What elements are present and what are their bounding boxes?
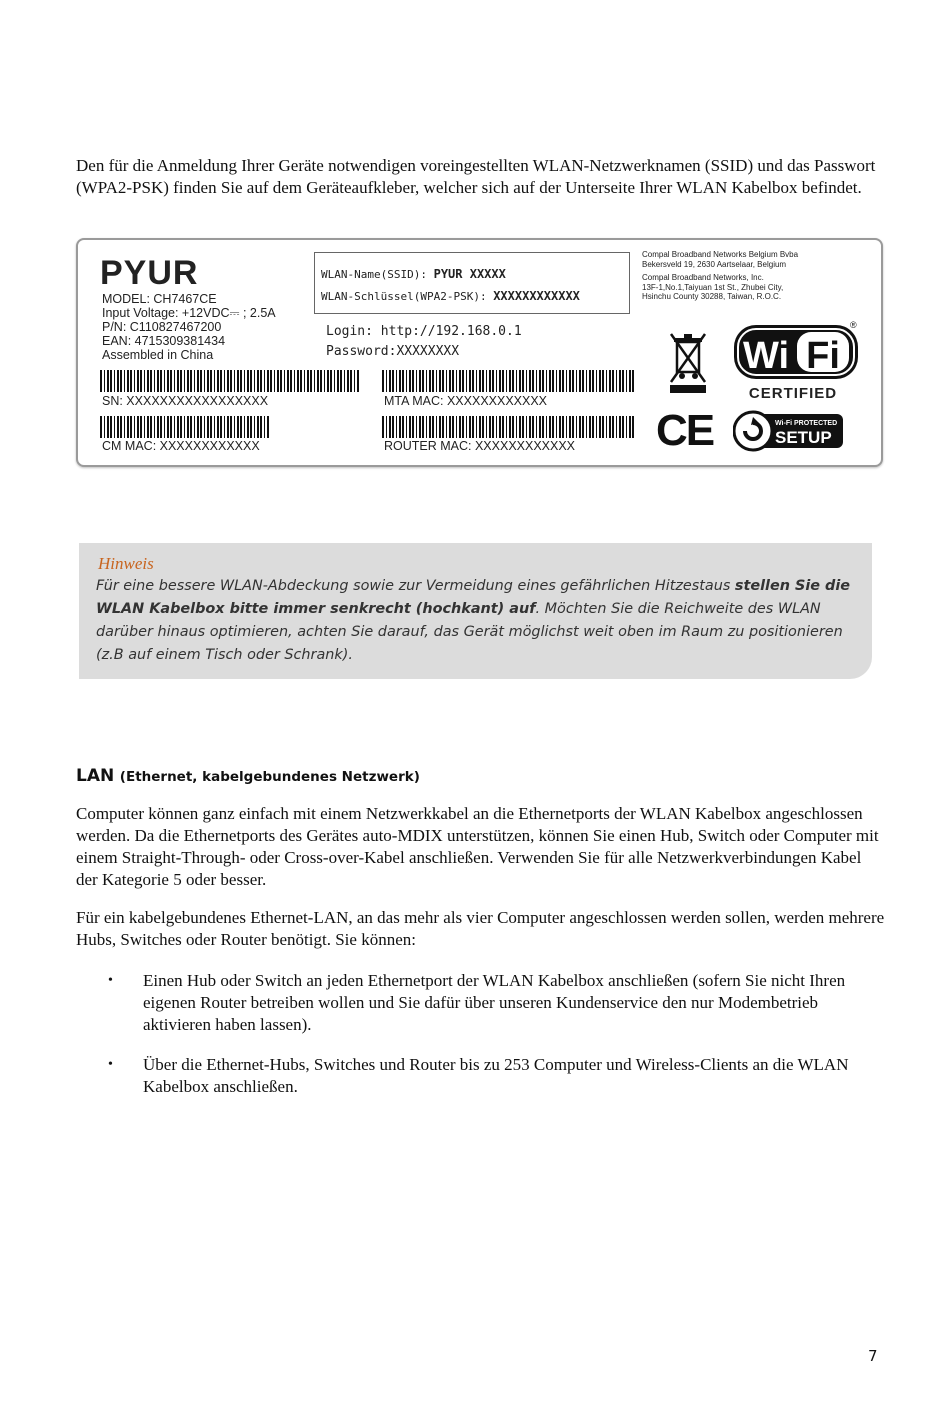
hint-body [96,575,856,667]
key-label: WLAN-Schlüssel(WPA2-PSK): [321,290,487,303]
mta-label: MTA MAC: XXXXXXXXXXXX [384,394,548,408]
weee-bar [670,385,706,393]
wps-small-text: Wi-Fi PROTECTED [775,420,838,427]
company-line: Compal Broadband Networks, Inc. [642,273,764,282]
wifi-logo-icon [733,324,859,380]
intro-paragraph: Den für die Anmeldung Ihrer Geräte notwendigen voreingestellten WLAN-Netzwerknamen (SSID) und das Passwort (WPA2-PSK) finden Sie auf dem Geräteaufkleber, welcher sich auf der Unterseite Ihrer WLAN Kabelbox befindet. [76,156,876,197]
router-barcode [382,416,636,438]
list-item-text: Einen Hub oder Switch an jeden Ethernetport der WLAN Kabelbox anschließen (sofern Sie nicht Ihren eigenen Router betreiben wollen und Sie dafür über unseren Kundenservice den nur Modembetrieb aktivieren haben lassen). [143,971,846,1034]
lan-subtitle: (Ethernet, kabelgebundenes Netzwerk) [119,769,420,785]
cm-label: CM MAC: XXXXXXXXXXXX [102,439,260,453]
router-label: ROUTER MAC: XXXXXXXXXXXX [384,439,576,453]
wps-logo-icon [733,408,845,454]
bullet-icon: • [108,973,113,988]
lan-heading [76,766,420,786]
assembled-text: Assembled in China [102,348,214,362]
svg-text:Fi: Fi [806,335,840,377]
wlan-credentials-box [314,252,630,314]
registered-mark-icon: ® [850,320,857,330]
wps-big-text: SETUP [775,428,832,447]
pyur-logo: PYUR [100,254,199,292]
hint-bold-text: stellen Sie die WLAN Kabelbox bitte immer senkrecht (hochkant) auf [96,578,851,617]
pn-text: P/N: C110827467200 [102,320,222,334]
voltage-text: Input Voltage: +12VDC⎓ ; 2.5A [102,306,276,320]
wifi-certified-text: CERTIFIED [748,385,838,402]
ean-text: EAN: 4715309381434 [102,334,226,348]
ssid-value: PYUR XXXXX [433,267,506,281]
hint-text: Für eine bessere WLAN-Abdeckung sowie zur Vermeidung eines gefährlichen Hitzestaus [96,578,735,594]
model-text: MODEL: CH7467CE [102,292,217,306]
lan-title: LAN [76,766,115,786]
company-line: Bekersveld 19, 2630 Aartselaar, Belgium [642,259,787,269]
cm-barcode [100,416,270,438]
company-line: Compal Broadband Networks Belgium Bvba [642,250,799,259]
company-line: 13F-1,No.1,Taiyuan 1st St., Zhubei City, [642,282,784,292]
login-info [326,322,522,362]
sn-label: SN: XXXXXXXXXXXXXXXXX [102,394,269,408]
company-address [642,250,852,302]
ssid-label: WLAN-Name(SSID): [321,268,427,281]
bullet-icon: • [108,1057,113,1072]
hint-title: Hinweis [98,554,154,573]
sn-barcode [100,370,360,392]
weee-bin-icon [668,330,708,386]
key-value: XXXXXXXXXXXX [493,289,580,303]
device-specs [102,292,276,362]
device-sticker-image [76,238,883,467]
login-password: Password:XXXXXXXX [326,344,460,359]
login-url: Login: http://192.168.0.1 [326,324,522,339]
lan-paragraph-1: Computer können ganz einfach mit einem Netzwerkkabel an die Ethernetports der WLAN Kabelbox angeschlossen werden. Da die Ethernetports des Gerätes auto-MDIX unterstützen, können Sie einen Hub, Switch oder Computer mit einem Straight-Through- oder Cross-over-Kabel anschließen. Verwenden Sie für alle Netzwerkverbindungen Kabel der Kategorie 5 oder besser. [76,804,879,889]
ce-mark-icon: CE [656,406,714,455]
page-number: 7 [868,1347,878,1365]
company-line: Hsinchu County 30288, Taiwan, R.O.C. [642,292,782,301]
mta-barcode [382,370,636,392]
hint-box [79,543,872,679]
lan-paragraph-2: Für ein kabelgebundenes Ethernet-LAN, an das mehr als vier Computer angeschlossen werden sollen, werden mehrere Hubs, Switches oder Router benötigt. Sie können: [76,908,885,949]
hint-text: . Möchten Sie die Reichweite des WLAN darüber hinaus optimieren, achten Sie darauf, das Gerät möglichst weit oben im Raum zu positionieren (z.B auf einem Tisch oder Schrank). [96,601,843,663]
list-item-text: Über die Ethernet-Hubs, Switches und Router bis zu 253 Computer und Wireless-Clients an die WLAN Kabelbox anschließen. [143,1055,849,1096]
svg-text:Wi: Wi [742,335,790,377]
